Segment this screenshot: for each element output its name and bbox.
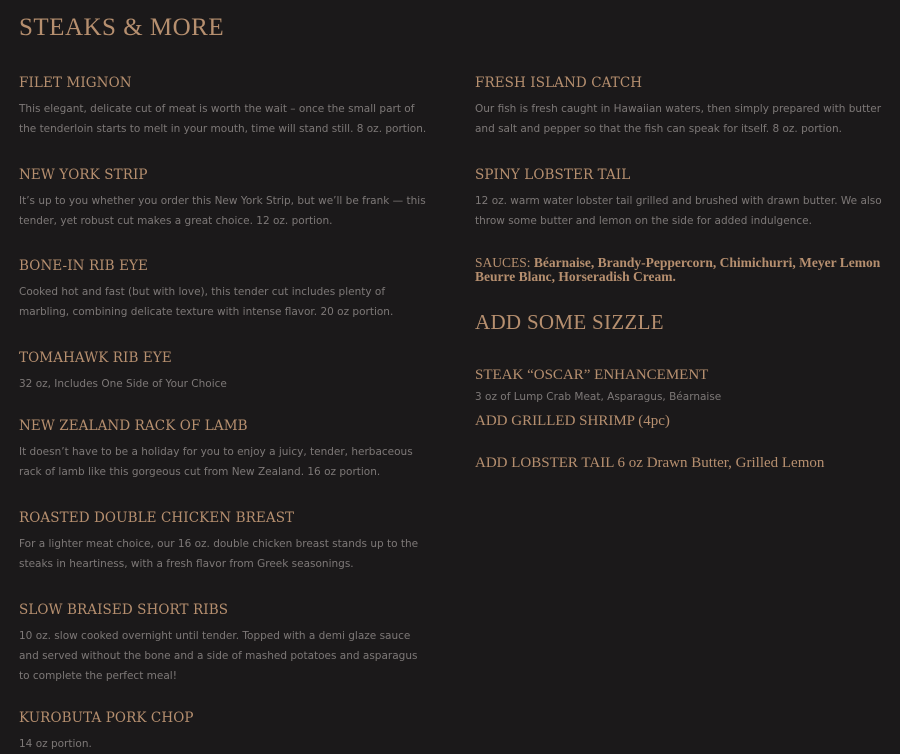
- item-description: Our fish is fresh caught in Hawaiian waters, then simply prepared with butter and salt and pepper so that the fish can speak for itself. 8 oz. portion.: [475, 103, 882, 135]
- item-description: It’s up to you whether you order this New York Strip, but we’ll be frank — this tender, yet robust cut makes a great choice. 12 oz. portion.: [19, 195, 426, 227]
- sauces-options: Béarnaise, Brandy-Peppercorn, Chimichurri, Meyer Lemon Beurre Blanc, Horseradish Cream.: [475, 255, 881, 284]
- menu-item-filet-mignon: [19, 75, 431, 139]
- addon-name: ADD GRILLED SHRIMP (4pc): [475, 413, 670, 429]
- item-name: SLOW BRAISED SHORT RIBS: [19, 602, 229, 618]
- sauces-label: SAUCES:: [475, 255, 534, 270]
- left-menu-column: [19, 75, 431, 754]
- addon-steak-oscar: [475, 366, 887, 404]
- item-description: This elegant, delicate cut of meat is worth the wait – once the small part of the tenderloin starts to melt in your mouth, time will stand still. 8 oz. portion.: [19, 103, 427, 135]
- menu-item-pork-chop: [19, 710, 431, 754]
- item-name: ROASTED DOUBLE CHICKEN BREAST: [19, 510, 295, 526]
- menu-item-short-ribs: [19, 602, 431, 686]
- addon-lobster-tail: [475, 454, 887, 472]
- item-description: 32 oz, Includes One Side of Your Choice: [19, 378, 227, 390]
- item-name: NEW YORK STRIP: [19, 167, 148, 183]
- menu-item-fresh-island-catch: [475, 75, 887, 139]
- item-description: Cooked hot and fast (but with love), this tender cut includes plenty of marbling, combining delicate texture with intense flavor. 20 oz portion.: [19, 286, 394, 318]
- addon-grilled-shrimp: [475, 412, 887, 430]
- item-name: FILET MIGNON: [19, 75, 132, 91]
- item-name: FRESH ISLAND CATCH: [475, 75, 643, 91]
- addon-name: ADD LOBSTER TAIL 6 oz Drawn Butter, Grilled Lemon: [475, 455, 825, 471]
- item-description: For a lighter meat choice, our 16 oz. double chicken breast stands up to the steaks in heartiness, with a fresh flavor from Greek seasonings.: [19, 538, 419, 570]
- menu-item-spiny-lobster-tail: [475, 167, 887, 231]
- item-name: TOMAHAWK RIB EYE: [19, 350, 172, 366]
- item-name: BONE-IN RIB EYE: [19, 258, 148, 274]
- addon-description: 3 oz of Lump Crab Meat, Asparagus, Béarnaise: [475, 391, 722, 403]
- item-name: KUROBUTA PORK CHOP: [19, 710, 194, 726]
- right-menu-column: [475, 75, 887, 472]
- item-description: 12 oz. warm water lobster tail grilled and brushed with drawn butter. We also throw some butter and lemon on the side for added indulgence.: [475, 195, 882, 227]
- section-title-add-some-sizzle: ADD SOME SIZZLE: [475, 310, 664, 334]
- page-title: STEAKS & MORE: [19, 14, 225, 41]
- menu-item-rack-of-lamb: [19, 418, 431, 482]
- addon-name: STEAK “OSCAR” ENHANCEMENT: [475, 367, 709, 383]
- menu-item-tomahawk-rib-eye: [19, 350, 431, 394]
- menu-item-new-york-strip: [19, 167, 431, 231]
- item-description: 10 oz. slow cooked overnight until tender. Topped with a demi glaze sauce and served without the bone and a side of mashed potatoes and asparagus to complete the perfect meal!: [19, 630, 418, 682]
- item-description: 14 oz portion.: [19, 738, 92, 750]
- sauces-list: [475, 256, 890, 284]
- item-name: NEW ZEALAND RACK OF LAMB: [19, 418, 248, 434]
- item-description: It doesn’t have to be a holiday for you to enjoy a juicy, tender, herbaceous rack of lamb like this gorgeous cut from New Zealand. 16 oz portion.: [19, 446, 413, 478]
- item-name: SPINY LOBSTER TAIL: [475, 167, 631, 183]
- menu-item-bone-in-rib-eye: [19, 258, 431, 322]
- menu-item-double-chicken-breast: [19, 510, 431, 574]
